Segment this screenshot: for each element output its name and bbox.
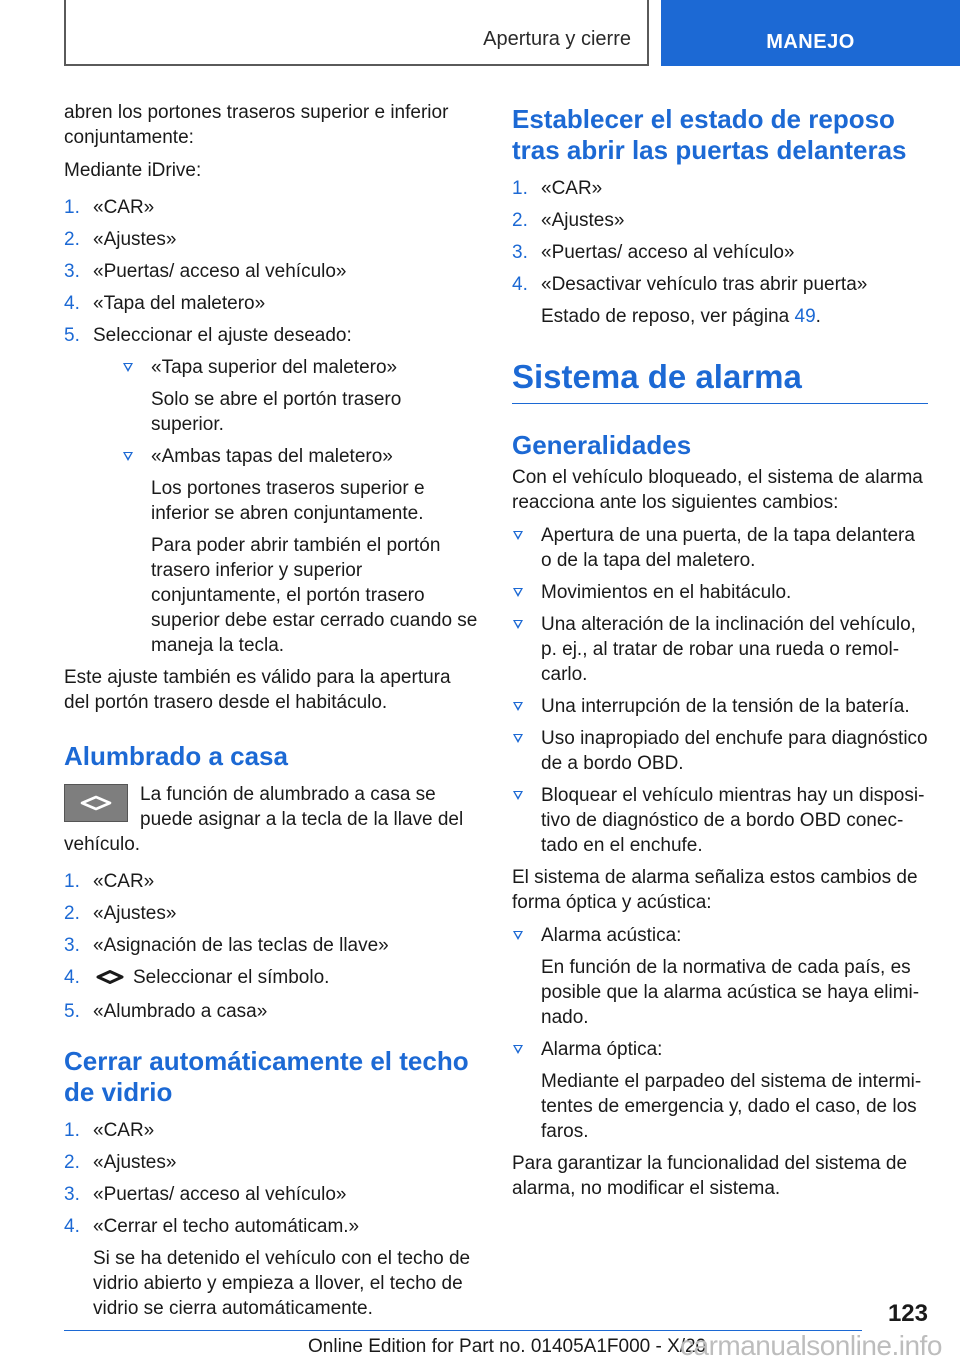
heading-alarm-system: Sistema de alarma — [512, 357, 928, 404]
list-item — [64, 901, 478, 926]
list-number: 2. — [64, 1152, 80, 1173]
list-number: 1. — [512, 178, 528, 199]
list-item — [512, 240, 928, 265]
list-number: 4. — [64, 967, 80, 988]
list-text: «Puertas/ acceso al vehículo» — [541, 242, 795, 263]
list-item — [64, 1150, 478, 1175]
signal-label: Alarma acústica: — [541, 925, 682, 946]
list-text: Seleccionar el símbolo. — [133, 967, 330, 988]
heading-general: Generalidades — [512, 430, 692, 460]
option-item — [122, 444, 478, 658]
list-item — [64, 965, 478, 992]
list-number: 4. — [512, 274, 528, 295]
list-number: 5. — [64, 1001, 80, 1022]
bullet-triangle-icon — [513, 620, 523, 629]
list-item — [512, 272, 928, 329]
list-text: Una interrupción de la tensión de la batería. — [541, 696, 910, 717]
steps-list-roof — [64, 1118, 478, 1321]
option-label: «Tapa superior del maletero» — [151, 357, 398, 378]
note-text: Este ajuste también es válido para la apertura del portón trasero desde el habitáculo. — [64, 667, 451, 713]
home-lighting-symbol-icon — [95, 967, 125, 992]
bullet-triangle-icon — [513, 791, 523, 800]
list-text: «CAR» — [541, 178, 603, 199]
list-number: 1. — [64, 1120, 80, 1141]
list-item — [512, 726, 928, 776]
option-desc: Solo se abre el portón trasero superior. — [151, 389, 402, 435]
list-text: Bloquear el vehículo mientras hay un dispositivo de diagnóstico de a bordo OBD conectado en el enchufe. — [541, 785, 925, 856]
list-text: «Ajustes» — [93, 1152, 177, 1173]
general-intro: Con el vehículo bloqueado, el sistema de alarma reacciona ante los siguientes cambios: — [512, 467, 923, 513]
list-text: «Puertas/ acceso al vehículo» — [93, 1184, 347, 1205]
list-item — [64, 1182, 478, 1207]
list-item — [512, 580, 928, 605]
list-text: Apertura de una puerta, de la tapa delantera o de la tapa del maletero. — [541, 525, 915, 571]
alarm-triggers-list — [512, 523, 928, 858]
list-number: 3. — [512, 242, 528, 263]
list-item — [512, 923, 928, 1030]
list-text: «CAR» — [93, 1120, 155, 1141]
reference-suffix: . — [815, 306, 821, 327]
list-text: «CAR» — [93, 871, 155, 892]
list-text: Una alteración de la inclinación del vehículo, p. ej., al tratar de robar una rueda o remolcarlo. — [541, 614, 916, 685]
roof-description: Si se ha detenido el vehículo con el techo de vidrio abierto y empieza a llover, el techo de vidrio se cierra automáticamente. — [93, 1248, 471, 1319]
footer-edition: Online Edition for Part no. 01405A1F000 - X/20 — [308, 1336, 707, 1357]
steps-list-home — [64, 869, 478, 1024]
list-item — [64, 195, 478, 220]
list-item — [64, 999, 478, 1024]
bullet-triangle-icon — [513, 931, 523, 940]
list-text: Seleccionar el ajuste deseado: — [93, 325, 352, 346]
list-number: 1. — [64, 197, 80, 218]
list-item — [512, 208, 928, 233]
heading-rest-state: Establecer el estado de reposo tras abrir las puertas delanteras — [512, 104, 907, 165]
list-item — [64, 259, 478, 284]
signal-label: Alarma óptica: — [541, 1039, 663, 1060]
list-item — [64, 227, 478, 252]
heading-auto-close-roof: Cerrar automáticamente el techo de vidrio — [64, 1046, 469, 1107]
list-item — [64, 323, 478, 658]
home-lighting-block — [64, 782, 478, 857]
option-desc: Los portones traseros superior e inferior se abren conjuntamente. — [151, 478, 425, 524]
list-item — [512, 783, 928, 858]
list-text: «Ajustes» — [93, 903, 177, 924]
bullet-triangle-icon — [513, 588, 523, 597]
list-text: Uso inapropiado del enchufe para diagnóstico de a bordo OBD. — [541, 728, 928, 774]
list-number: 2. — [64, 229, 80, 250]
list-item — [512, 1037, 928, 1144]
signal-desc: En función de la normativa de cada país, es posible que la alarma acústica se haya eliminado. — [541, 957, 920, 1028]
signal-intro: El sistema de alarma señaliza estos cambios de forma óptica y acústica: — [512, 867, 918, 913]
list-text: «Desactivar vehículo tras abrir puerta» — [541, 274, 868, 295]
page-number: 123 — [887, 1300, 928, 1327]
list-text: «Ajustes» — [541, 210, 625, 231]
bullet-triangle-icon — [123, 452, 133, 461]
list-text: «Alumbrado a casa» — [93, 1001, 268, 1022]
steps-list-rest — [512, 176, 928, 329]
list-item — [512, 694, 928, 719]
list-text: «Puertas/ acceso al vehículo» — [93, 261, 347, 282]
bullet-triangle-icon — [513, 531, 523, 540]
list-item — [64, 933, 478, 958]
header-section-title: Apertura y cierre — [483, 28, 631, 50]
home-lighting-text: La función de alumbrado a casa se puede asignar a la tecla de la llave del vehículo. — [64, 784, 464, 855]
page-link[interactable]: 49 — [794, 306, 816, 327]
list-item — [64, 869, 478, 894]
option-desc: Para poder abrir también el portón trasero inferior y superior conjuntamente, el portón trasero superior debe estar cerrado cuando se maneja la tecla. — [151, 535, 478, 656]
steps-list-trunk — [64, 195, 478, 658]
list-text: «Asignación de las teclas de llave» — [93, 935, 389, 956]
closing-text: Para garantizar la funcionalidad del sistema de alarma, no modificar el sistema. — [512, 1153, 908, 1199]
list-item — [64, 1214, 478, 1321]
list-number: 5. — [64, 325, 80, 346]
bullet-triangle-icon — [513, 1045, 523, 1054]
list-number: 3. — [64, 935, 80, 956]
option-item — [122, 355, 478, 437]
list-number: 3. — [64, 261, 80, 282]
alarm-signal-list — [512, 923, 928, 1144]
list-item — [512, 612, 928, 687]
list-item — [512, 176, 928, 201]
reference-text: Estado de reposo, ver página — [541, 306, 795, 327]
heading-home-lighting: Alumbrado a casa — [64, 741, 288, 771]
header-section-box — [64, 0, 649, 66]
list-item — [64, 1118, 478, 1143]
list-number: 2. — [512, 210, 528, 231]
list-text: «Tapa del maletero» — [93, 293, 266, 314]
header-chapter-tab: MANEJO — [661, 0, 960, 66]
list-text: Movimientos en el habitáculo. — [541, 582, 792, 603]
option-label: «Ambas tapas del maletero» — [151, 446, 393, 467]
list-text: «Ajustes» — [93, 229, 177, 250]
signal-desc: Mediante el parpadeo del sistema de intermitentes de emergencia y, dado el caso, de los faros. — [541, 1071, 922, 1142]
home-lighting-key-icon — [64, 784, 128, 822]
right-column — [512, 100, 928, 1209]
bullet-triangle-icon — [123, 363, 133, 372]
list-number: 1. — [64, 871, 80, 892]
list-number: 3. — [64, 1184, 80, 1205]
bullet-triangle-icon — [513, 734, 523, 743]
rest-state-reference — [541, 304, 928, 329]
bullet-triangle-icon — [513, 702, 523, 711]
list-number: 2. — [64, 903, 80, 924]
idrive-label: Mediante iDrive: — [64, 160, 202, 181]
list-text: «CAR» — [93, 197, 155, 218]
list-number: 4. — [64, 293, 80, 314]
list-item — [512, 523, 928, 573]
list-item — [64, 291, 478, 316]
watermark: carmanualsonline.info — [680, 1330, 942, 1361]
list-number: 4. — [64, 1216, 80, 1237]
intro-text: abren los portones traseros superior e inferior conjuntamente: — [64, 102, 449, 148]
list-text: «Cerrar el techo automáticam.» — [93, 1216, 360, 1237]
left-column — [64, 100, 478, 1328]
